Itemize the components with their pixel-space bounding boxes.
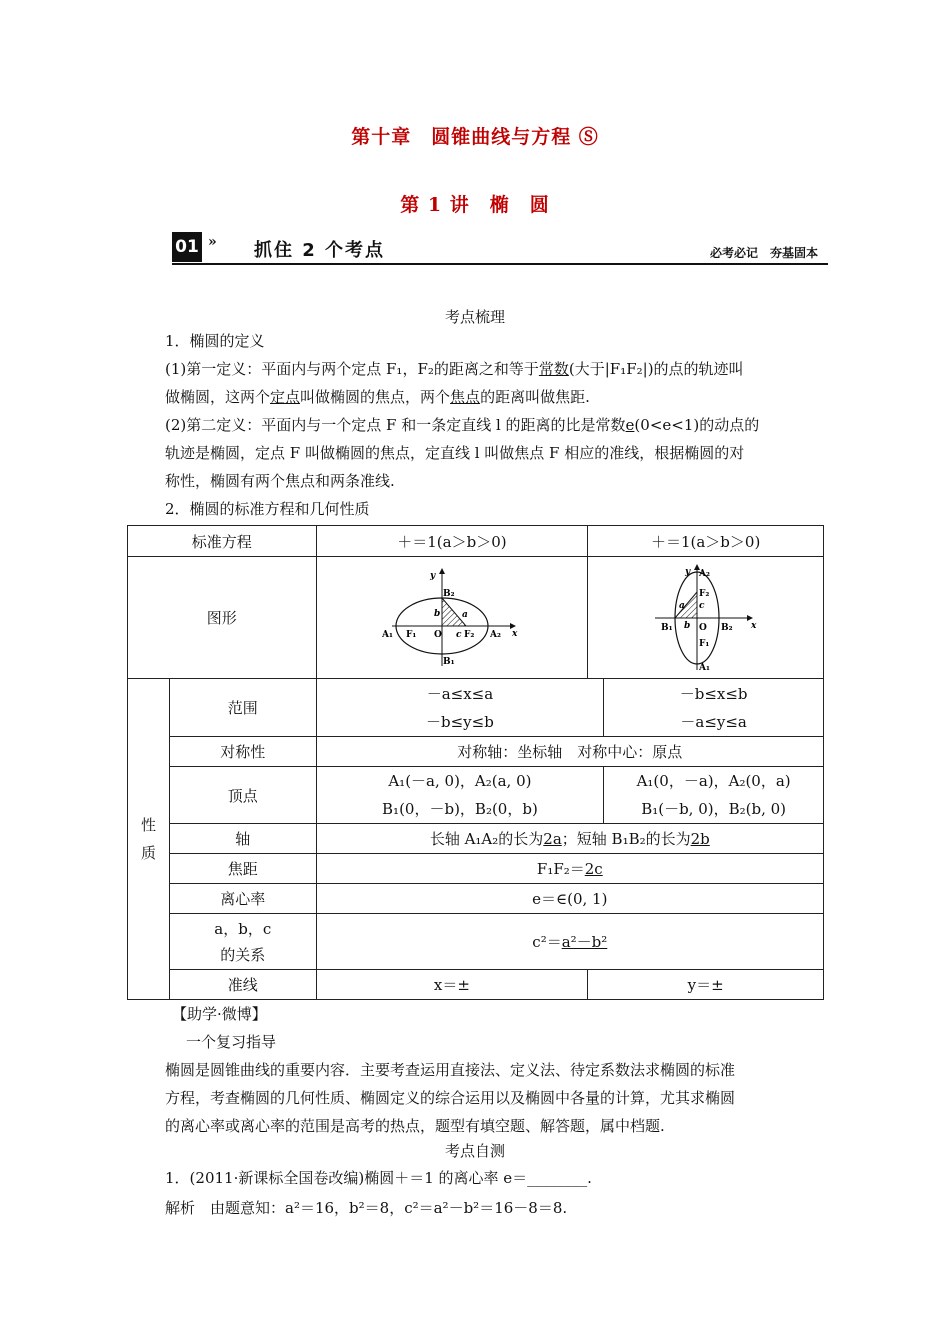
fig2-A1: A₁ bbox=[698, 662, 710, 673]
focal-label: 焦距 bbox=[169, 854, 316, 884]
banner-rule bbox=[172, 263, 828, 265]
fig2-F1: F₁ bbox=[698, 638, 709, 649]
definition-block bbox=[165, 327, 815, 523]
section-banner bbox=[172, 230, 828, 266]
helper-tag: 【助学·微博】 bbox=[172, 1005, 267, 1023]
table-row bbox=[128, 557, 824, 679]
fig2-x: x bbox=[750, 620, 757, 631]
fig1-b: b bbox=[433, 608, 441, 619]
item1-title: 1．椭圆的定义 bbox=[165, 332, 265, 350]
eq1: ＋＝1(a＞b＞0) bbox=[316, 526, 588, 557]
fig1-c: c bbox=[455, 629, 462, 640]
eq2: ＋＝1(a＞b＞0) bbox=[588, 526, 824, 557]
fig1-A1: A₁ bbox=[381, 629, 393, 640]
vertex2: A₁(0，－a)，A₂(0，a) B₁(－b, 0)，B₂(b, 0) bbox=[604, 767, 824, 824]
fig1-A2: A₂ bbox=[489, 629, 501, 640]
range1: －a≤x≤a －b≤y≤b bbox=[316, 679, 604, 737]
fig2-B1: B₁ bbox=[660, 622, 673, 633]
selftest-heading: 考点自测 bbox=[444, 1142, 505, 1160]
banner-subtitle: 必考必记 夯基固本 bbox=[709, 246, 818, 260]
fig2-A2: A₂ bbox=[698, 568, 710, 579]
def1-line1: (1)第一定义：平面内与两个定点 F₁，F₂的距离之和等于常数(大于|F₁F₂|)的点的轨迹叫 bbox=[165, 360, 744, 378]
vertex1: A₁(－a, 0)，A₂(a, 0) B₁(0，－b)，B₂(0，b) bbox=[316, 767, 604, 824]
fig2-b: b bbox=[683, 620, 690, 631]
helper-line1: 椭圆是圆锥曲线的重要内容．主要考查运用直接法、定义法、待定系数法求椭圆的标准 bbox=[165, 1061, 736, 1079]
fig1-F1: F₁ bbox=[405, 629, 417, 640]
fig2-O: O bbox=[698, 622, 707, 633]
banner-title: 抓住 2 个考点 bbox=[254, 240, 386, 261]
axis-label: 轴 bbox=[169, 824, 316, 854]
abc-label: a，b，c 的关系 bbox=[169, 914, 316, 970]
lecture-title: 第 1 讲 椭 圆 bbox=[400, 194, 550, 216]
fig2-a: a bbox=[678, 600, 685, 611]
helper-subtitle: 一个复习指导 bbox=[186, 1033, 277, 1051]
sym-label: 对称性 bbox=[169, 737, 316, 767]
def2-line3: 称性，椭圆有两个焦点和两条准线. bbox=[165, 472, 395, 490]
table-row bbox=[128, 526, 824, 557]
figure-vertical-ellipse bbox=[588, 557, 824, 679]
ecc-label: 离心率 bbox=[169, 884, 316, 914]
fig1-F2: F₂ bbox=[463, 629, 475, 640]
fig2-y: y bbox=[684, 566, 690, 577]
def2-line2: 轨迹是椭圆，定点 F 叫做椭圆的焦点，定直线 l 叫做焦点 F 相应的准线，根据椭圆的对 bbox=[165, 444, 745, 462]
fig1-B1: B₁ bbox=[442, 656, 455, 667]
table-row bbox=[128, 970, 824, 1000]
table-row bbox=[128, 914, 824, 970]
directrix2: y＝± bbox=[588, 970, 824, 1000]
table-row bbox=[128, 854, 824, 884]
directrix-label: 准线 bbox=[169, 970, 316, 1000]
fig1-B2: B₂ bbox=[442, 588, 455, 599]
focal-value: F₁F₂＝2c bbox=[316, 854, 823, 884]
selftest-a1: 解析 由题意知：a²＝16，b²＝8，c²＝a²－b²＝16－8＝8. bbox=[165, 1199, 568, 1217]
fig2-c: c bbox=[698, 600, 705, 611]
table-row bbox=[128, 884, 824, 914]
table-row bbox=[128, 767, 824, 824]
def1-line2: 做椭圆，这两个定点叫做椭圆的焦点，两个焦点的距离叫做焦距. bbox=[165, 388, 590, 406]
ellipse-diagram-2 bbox=[651, 562, 761, 674]
chevron-icon: » bbox=[208, 234, 217, 250]
fig1-x: x bbox=[511, 628, 518, 639]
helper-line3: 的离心率或离心率的范围是高考的热点，题型有填空题、解答题，属中档题. bbox=[165, 1117, 665, 1135]
ecc-value: e＝∈(0, 1) bbox=[316, 884, 823, 914]
chapter-title: 第十章 圆锥曲线与方程 Ⓢ bbox=[351, 126, 599, 148]
fig1-y: y bbox=[429, 570, 436, 581]
fig2-F2: F₂ bbox=[698, 588, 709, 599]
item2-title: 2．椭圆的标准方程和几何性质 bbox=[165, 500, 370, 518]
fig1-O: O bbox=[433, 629, 442, 640]
table-row bbox=[128, 737, 824, 767]
directrix1: x＝± bbox=[316, 970, 588, 1000]
range-label: 范围 bbox=[169, 679, 316, 737]
fig1-a: a bbox=[461, 609, 468, 620]
section-heading: 考点梳理 bbox=[444, 308, 505, 326]
helper-line2: 方程，考查椭圆的几何性质、椭圆定义的综合运用以及椭圆中各量的计算，尤其求椭圆 bbox=[165, 1089, 736, 1107]
range2: －b≤x≤b －a≤y≤a bbox=[604, 679, 824, 737]
banner-number: 01 bbox=[172, 232, 202, 262]
selftest-q1: 1．(2011·新课标全国卷改编)椭圆＋＝1 的离心率 e＝________. bbox=[165, 1169, 592, 1187]
def2-line1: (2)第二定义：平面内与一个定点 F 和一条定直线 l 的距离的比是常数e(0<e<1)的动点的 bbox=[165, 416, 760, 434]
helper-paragraph bbox=[165, 1056, 815, 1140]
fig2-B2: B₂ bbox=[720, 622, 733, 633]
std-eq-label: 标准方程 bbox=[128, 526, 317, 557]
figure-label: 图形 bbox=[128, 557, 317, 679]
sym-value: 对称轴：坐标轴 对称中心：原点 bbox=[316, 737, 823, 767]
abc-value: c²＝a²－b² bbox=[316, 914, 823, 970]
figure-horizontal-ellipse bbox=[316, 557, 588, 679]
properties-table bbox=[127, 525, 824, 1000]
table-row bbox=[128, 824, 824, 854]
axis-value: 长轴 A₁A₂的长为2a；短轴 B₁B₂的长为2b bbox=[316, 824, 823, 854]
vertex-label: 顶点 bbox=[169, 767, 316, 824]
ellipse-diagram-1 bbox=[382, 566, 522, 670]
table-row bbox=[128, 679, 824, 737]
properties-label: 性 质 bbox=[128, 679, 170, 1000]
